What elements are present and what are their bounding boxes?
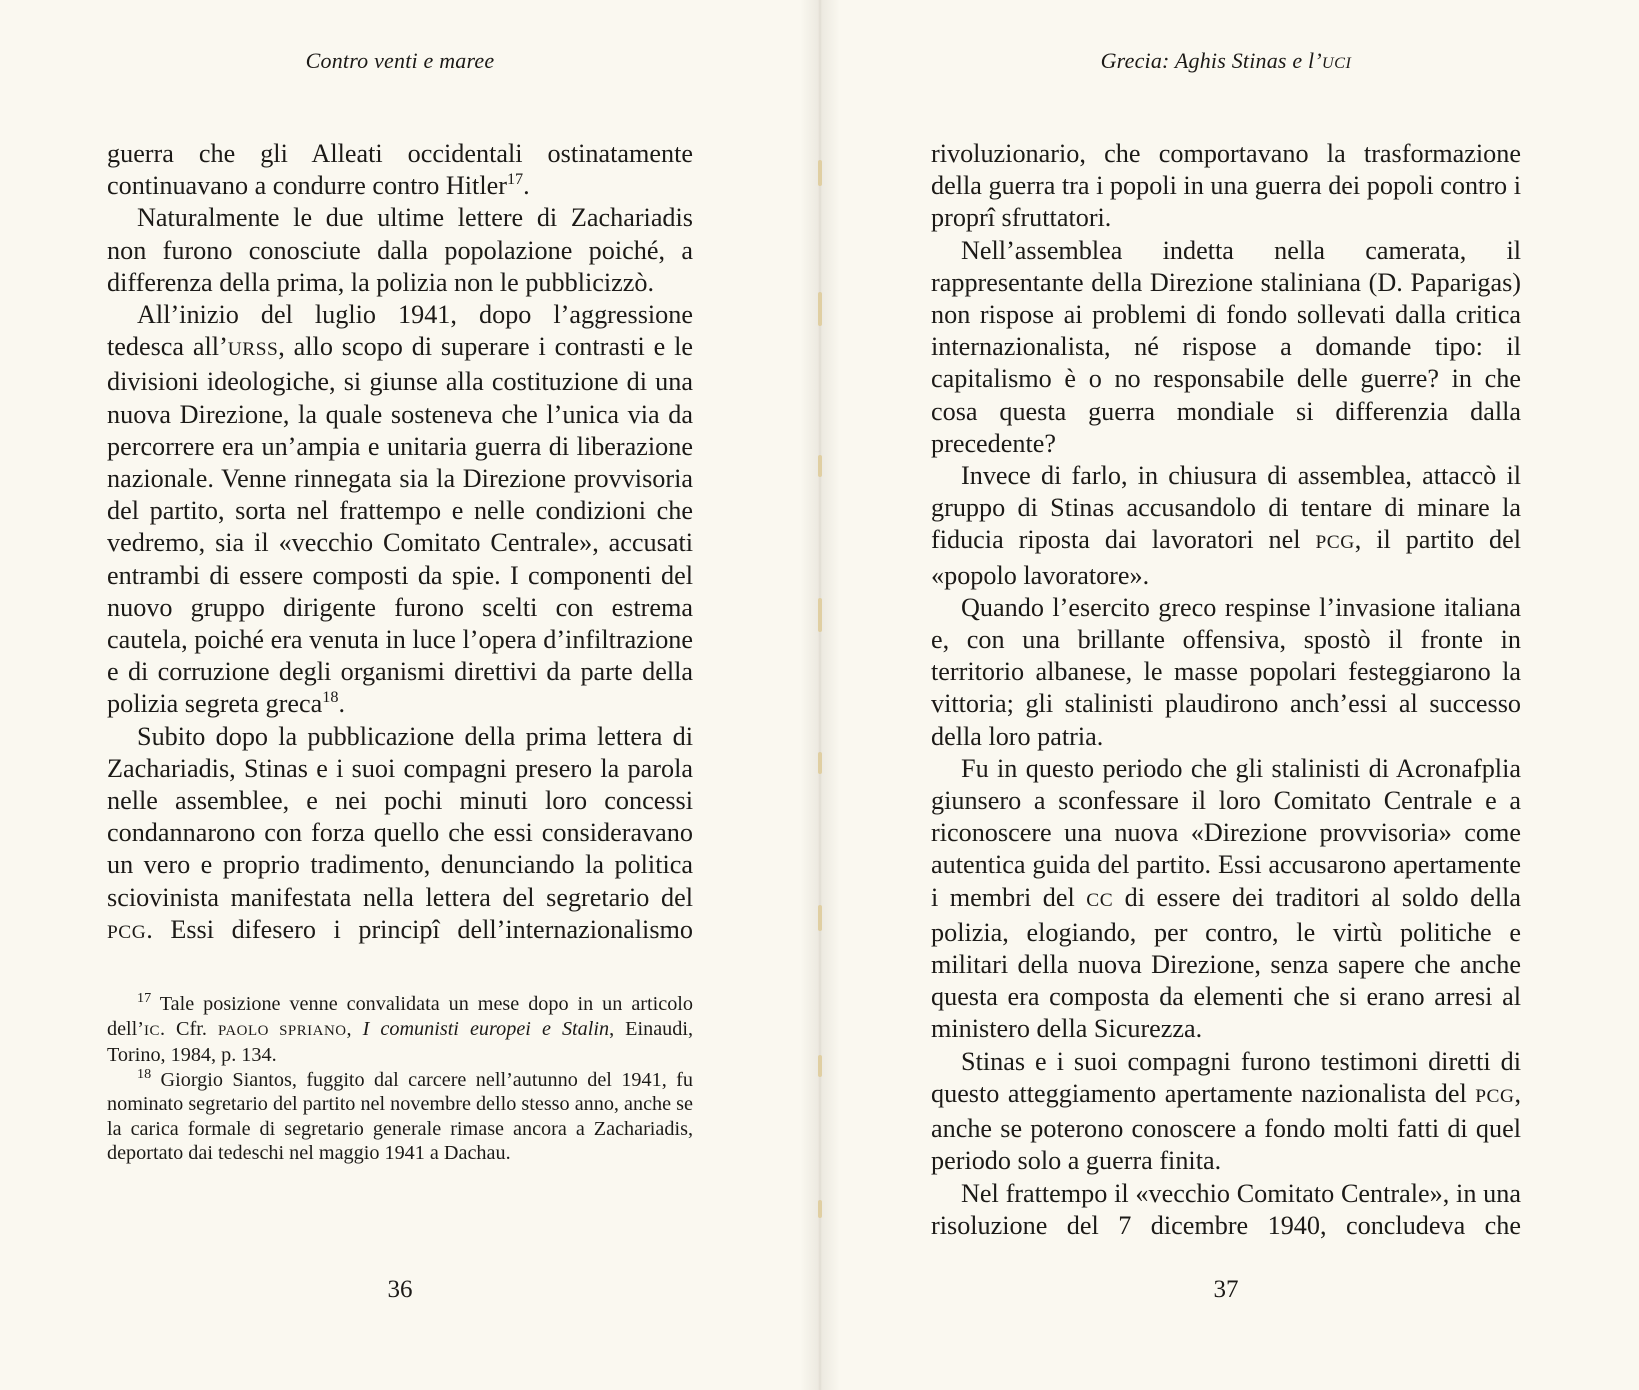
- text-run: Giorgio Siantos, fuggito dal carcere nell’autunno del 1941, fu nominato segretario del partito nel novembre dello stesso anno, anche se la carica formale di segretario generale rimase ancora a Zachariadis, deportato dai tedeschi nel maggio 1941 a Dachau.: [107, 1068, 693, 1164]
- footnote-ref-18[interactable]: 18: [322, 688, 339, 707]
- binding-stitch: [818, 905, 822, 931]
- text-run: All’inizio del luglio 1941, dopo l’aggressione tedesca all’: [107, 300, 693, 362]
- footnotes: [107, 992, 693, 1166]
- paragraph: Nel frattempo il «vecchio Comitato Centrale», in una risoluzione del 7 dicembre 1940, concludeva che: [931, 1178, 1521, 1240]
- small-caps-abbr: IC: [144, 1022, 160, 1039]
- binding-stitch: [818, 292, 822, 326]
- paragraph: [931, 753, 1521, 1046]
- footnote-18: [107, 1065, 693, 1166]
- page-number-left: 36: [387, 1276, 413, 1303]
- text-run: Fu in questo periodo che gli stalinisti di Acronafplia giunsero a sconfessare il loro Comitato Centrale e a riconoscere una nuova «Direzione provvisoria» come autentica guida del partito. Essi accusarono apertamente i membri del: [931, 753, 1521, 912]
- small-caps-abbr: PCG: [107, 921, 147, 943]
- footnote-17: [107, 992, 693, 1068]
- page-number-right: 37: [1213, 1276, 1239, 1303]
- text-run: Tale posizione venne convalidata un mese dopo in un articolo dell’: [107, 993, 693, 1040]
- paragraph: rivoluzionario, che comportavano la trasformazione della guerra tra i popoli in una guerra dei popoli contro i proprî sfruttatori.: [931, 139, 1521, 233]
- paragraph: [931, 1046, 1521, 1178]
- running-head-right: [931, 48, 1521, 74]
- binding-stitch: [818, 455, 822, 477]
- text-run: , allo scopo di superare i contrasti e le divisioni ideologiche, si giunse alla costituzione di una nuova Direzione, la quale sosteneva che l’unica via da percorrere era un’ampia e unitaria guerra di liberazione nazionale. Venne rinnegata sia la Direzione provvisoria del partito, sorta nel frattempo e nelle condizioni che vedremo, sia il «vecchio Comitato Centrale», accusati entrambi di essere composti da spie. I componenti del nuovo gruppo dirigente furono scelti con estrema cautela, poiché era venuta in luce l’opera d’infiltrazione e di corruzione degli organismi direttivi da parte della polizia segreta greca: [107, 332, 694, 719]
- text-run: guerra che gli Alleati occidentali ostinatamente continuavano a condurre contro Hitler: [107, 139, 693, 201]
- left-body-text: [107, 138, 693, 949]
- text-run: Subito dopo la pubblicazione della prima lettera di Zachariadis, Stinas e i suoi compagni presero la parola nelle assemblee, e nei pochi minuti loro concessi condannarono con forza quello che essi consideravano un vero e proprio tradimento, denunciando la politica sciovinista manifestata nella lettera del segretario del: [107, 721, 693, 912]
- binding-thread: [818, 0, 822, 1390]
- running-head-left: Contro venti e maree: [305, 48, 495, 73]
- footnote-number: 17: [137, 990, 152, 1007]
- text-run: .: [338, 689, 345, 719]
- footnote-ref-17[interactable]: 17: [506, 170, 524, 189]
- cited-title: I comunisti europei e Stalin: [362, 1017, 610, 1040]
- text-run: , Einaudi, Torino, 1984, p. 134.: [107, 1017, 694, 1066]
- footnote-number: 18: [137, 1065, 152, 1082]
- paragraph: Quando l’esercito greco respinse l’invasione italiana e, con una brillante offensiva, spostò il fronte in territorio albanese, le masse popolari festeggiarono la vittoria; gli stalinisti plaudirono anch’essi al successo della loro patria.: [931, 592, 1521, 751]
- text-run: , anche se poterono conoscere a fondo molti fatti di quel periodo solo a guerra finita.: [931, 1078, 1521, 1176]
- text-run: .: [523, 171, 530, 201]
- small-caps-abbr: PCG: [1315, 532, 1355, 554]
- paragraph: [107, 299, 693, 721]
- text-run: . Essi difesero i principî dell’internazionalismo: [146, 914, 693, 944]
- text-run: . Cfr.: [159, 1017, 218, 1040]
- small-caps-abbr: PCG: [1475, 1085, 1515, 1107]
- binding-stitch: [818, 1200, 822, 1218]
- text-run: Stinas e i suoi compagni furono testimoni diretti di questo atteggiamento apertamente nazionalista del: [931, 1046, 1521, 1108]
- binding-stitch: [818, 598, 822, 632]
- small-caps-abbr: CC: [1086, 889, 1114, 911]
- paragraph: [931, 460, 1521, 592]
- text-run: Grecia: Aghis Stinas e l’: [1100, 48, 1322, 73]
- text-run: di essere dei traditori al soldo della polizia, elogiando, per contro, le virtù politiche e militari della nuova Direzione, senza sapere che anche questa era composta da elementi che si erano arresi al ministero della Sicurezza.: [931, 882, 1521, 1044]
- paragraph: [107, 138, 693, 202]
- right-page: [820, 0, 1639, 1390]
- text-run: , il partito del «popolo lavoratore».: [931, 525, 1521, 590]
- binding-stitch: [818, 752, 822, 774]
- text-run: ,: [346, 1017, 363, 1040]
- small-caps-abbr: URSS: [227, 339, 279, 361]
- cited-author: PAOLO SPRIANO: [217, 1022, 347, 1039]
- small-caps-abbr: UCI: [1321, 53, 1352, 72]
- paragraph: Nell’assemblea indetta nella camerata, il rappresentante della Direzione staliniana (D. Paparigas) non rispose ai problemi di fondo sollevati dalla critica internazionalista, né rispose a domande tipo: il capitalismo è o no responsabile delle guerre? in che cosa questa guerra mondiale si differenzia dalla precedente?: [931, 235, 1521, 458]
- paragraph: Naturalmente le due ultime lettere di Zachariadis non furono conosciute dalla popolazione poiché, a differenza della prima, la polizia non le pubblicizzò.: [107, 203, 693, 297]
- binding-stitch: [818, 1055, 822, 1077]
- paragraph: [107, 721, 693, 949]
- right-body-text: [931, 138, 1521, 1242]
- binding-stitch: [818, 160, 822, 186]
- text-run: Invece di farlo, in chiusura di assemblea, attaccò il gruppo di Stinas accusandolo di tentare di minare la fiducia riposta dai lavoratori nel: [931, 461, 1521, 555]
